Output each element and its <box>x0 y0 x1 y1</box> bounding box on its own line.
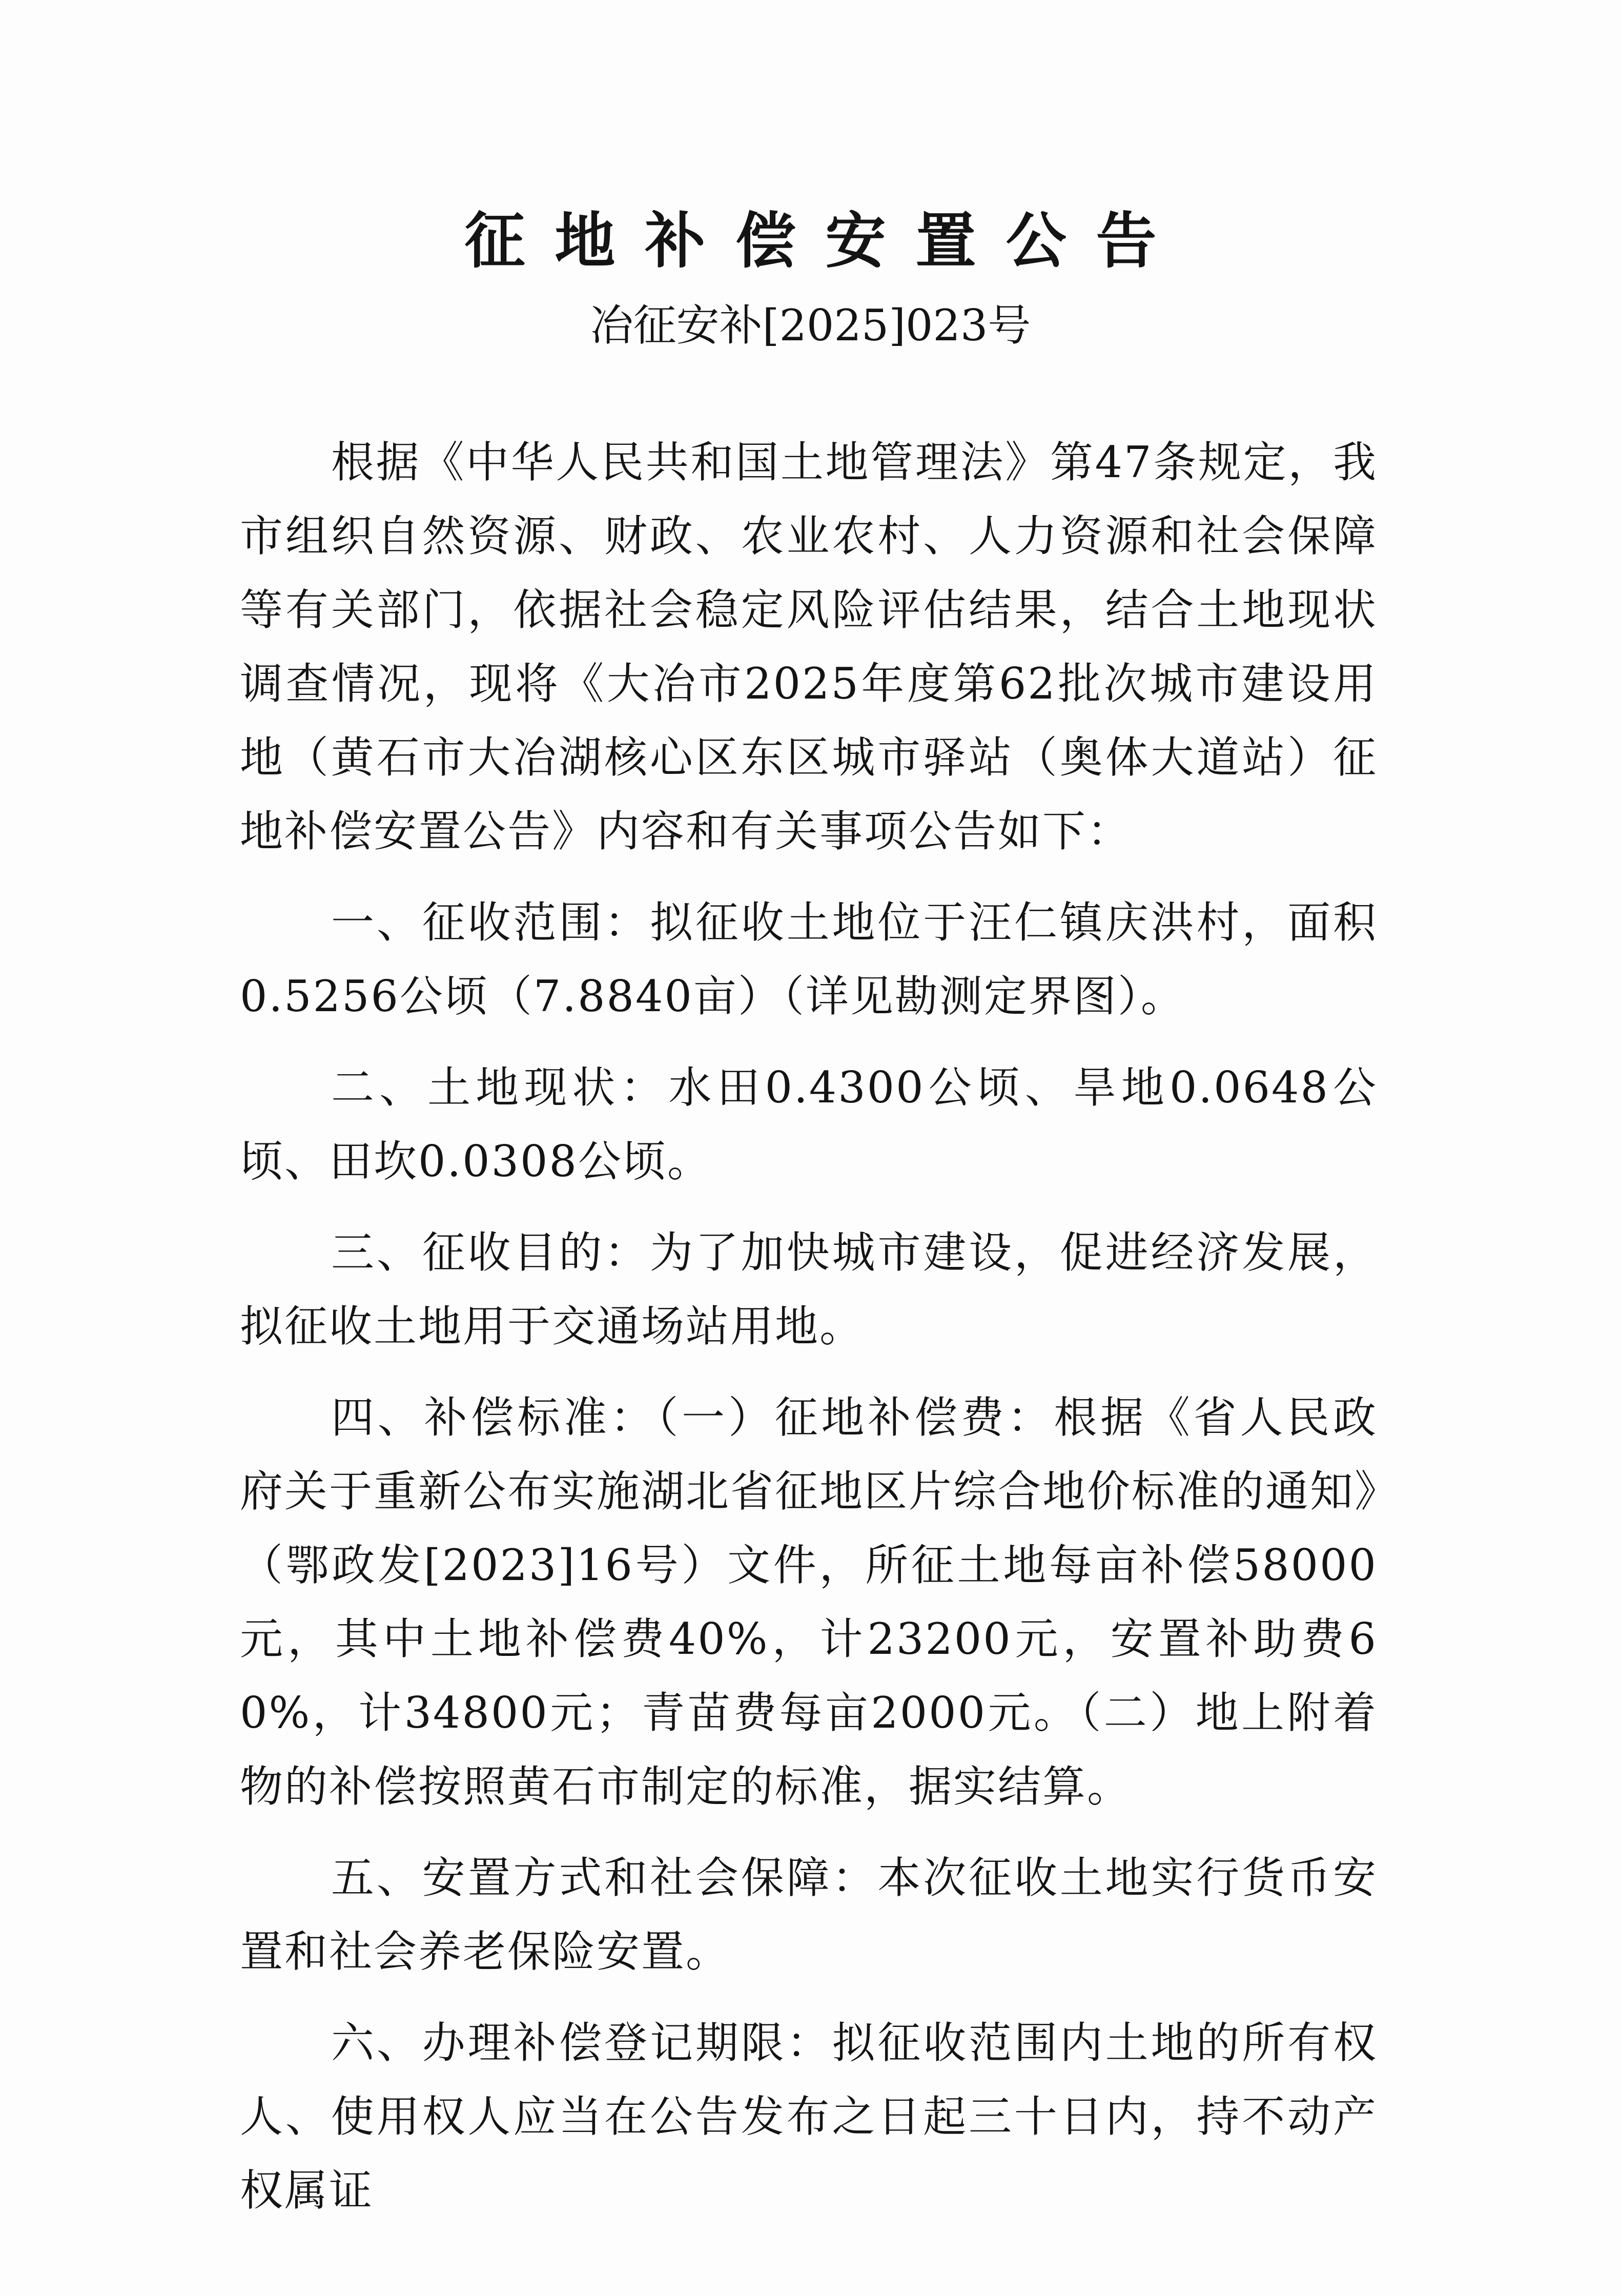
paragraph-registration: 六、办理补偿登记期限：拟征收范围内土地的所有权人、使用权人应当在公告发布之日起三十日内，持不动产权属证 <box>240 2018 1378 2216</box>
document-title: 征地补偿安置公告 <box>464 206 1186 276</box>
paragraph-purpose: 三、征收目的：为了加快城市建设，促进经济发展，拟征收土地用于交通场站用地。 <box>240 1227 1378 1351</box>
paragraph-resettlement: 五、安置方式和社会保障：本次征收土地实行货币安置和社会养老保险安置。 <box>240 1853 1378 1977</box>
document-body <box>240 425 1378 2227</box>
paragraph-scope: 一、征收范围：拟征收土地位于汪仁镇庆洪村，面积0.5256公顷（7.8840亩）（详见勘测定界图）。 <box>240 897 1378 1021</box>
paragraph-land-status: 二、土地现状：水田0.4300公顷、旱地0.0648公顷、田坎0.0308公顷。 <box>240 1062 1378 1186</box>
document-number: 冶征安补[2025]023号 <box>590 300 1031 351</box>
paragraph-compensation: 四、补偿标准：（一）征地补偿费：根据《省人民政府关于重新公布实施湖北省征地区片综合地价标准的通知》（鄂政发[2023]16号）文件，所征土地每亩补偿58000元，其中土地补偿费40%，计23200元，安置补助费60%，计34800元；青苗费每亩2000元。（二）地上附着物的补偿按照黄石市制定的标准，据实结算。 <box>240 1392 1378 1812</box>
paragraph-intro: 根据《中华人民共和国土地管理法》第47条规定，我市组织自然资源、财政、农业农村、人力资源和社会保障等有关部门，依据社会稳定风险评估结果，结合土地现状调查情况，现将《大冶市2025年度第62批次城市建设用地（黄石市大冶湖核心区东区城市驿站（奥体大道站）征地补偿安置公告》内容和有关事项公告如下： <box>240 437 1378 856</box>
